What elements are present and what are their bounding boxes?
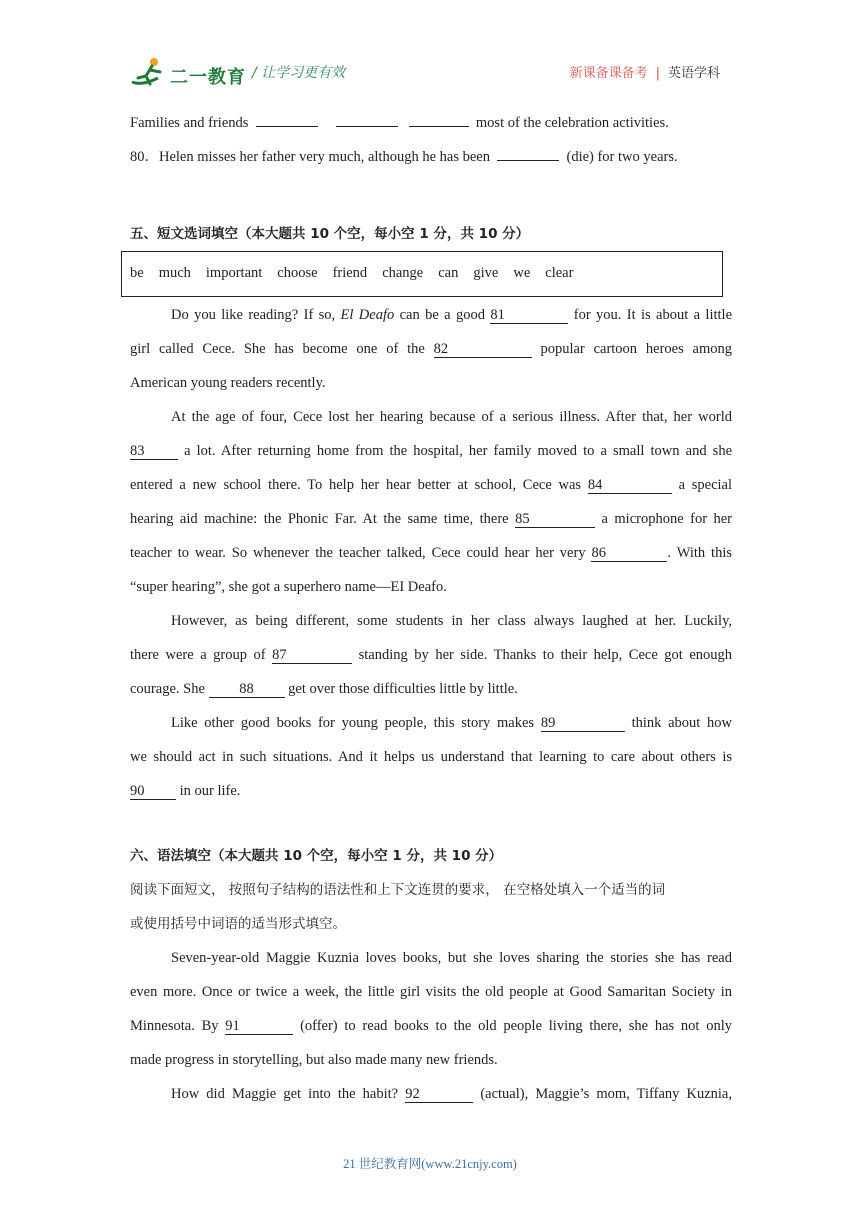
text: a special <box>678 477 733 493</box>
blank-84: 84 <box>588 477 672 494</box>
text: there were a group of <box>130 647 266 663</box>
answer-blank <box>256 112 318 127</box>
text: can be a good <box>399 307 485 323</box>
instruction-line: 阅读下面短文， 按照句子结构的语法性和上下文连贯的要求， 在空格处填入一个适当的词 <box>130 882 666 898</box>
header-category: 新课备课备考 <box>569 66 648 81</box>
book-title: El Deafo <box>340 307 395 323</box>
header-right <box>570 62 720 81</box>
answer-blank <box>409 112 469 127</box>
question-80-line <box>130 146 732 167</box>
text: a lot. After returning home from the hospital, her family moved to a small town and she <box>184 443 733 459</box>
paragraph-line <box>130 781 732 801</box>
paragraph-line <box>130 645 732 665</box>
word-list <box>130 265 588 282</box>
paragraph-line <box>130 339 732 359</box>
answer-blank <box>497 146 559 161</box>
text: think about how <box>631 715 733 731</box>
word-bank-item: can <box>438 265 459 281</box>
blank-88: 88 <box>209 681 285 698</box>
page-header <box>128 54 728 94</box>
blank-90: 90 <box>130 783 176 800</box>
paragraph-line <box>130 441 732 461</box>
section-5-title: 五、短文选词填空（本大题共 10 个空，每小空 1 分，共 10 分） <box>130 226 530 242</box>
header-subject: 英语学科 <box>667 66 720 81</box>
word-bank-item: change <box>382 265 424 281</box>
word-bank-item: we <box>513 265 531 281</box>
text: a microphone for her <box>601 511 732 527</box>
paragraph-line <box>171 713 732 733</box>
paragraph-line: However, as being different, some students in her class always laughed at her. Luckily, <box>171 613 732 629</box>
text: (offer) to read books to the old people living there, she has not only <box>300 1018 733 1034</box>
paragraph-line: made progress in storytelling, but also made many new friends. <box>130 1052 498 1068</box>
text: entered a new school there. To help her hear better at school, Cece was <box>130 477 582 493</box>
blank-83: 83 <box>130 443 178 460</box>
text: popular cartoon heroes among <box>540 341 733 357</box>
section-6-title: 六、语法填空（本大题共 10 个空，每小空 1 分，共 10 分） <box>130 848 503 864</box>
header-separator: | <box>655 66 660 81</box>
blank-89: 89 <box>541 715 625 732</box>
paragraph-line: “super hearing”, she got a superhero name—EI Deafo. <box>130 579 447 595</box>
paragraph-line: even more. Once or twice a week, the little girl visits the old people at Good Samaritan Society in <box>130 984 732 1000</box>
paragraph-line <box>130 475 732 495</box>
paragraph-line <box>171 305 732 325</box>
paragraph-line: At the age of four, Cece lost her hearing because of a serious illness. After that, her world <box>171 409 732 425</box>
paragraph-line: Seven-year-old Maggie Kuznia loves books, but she loves sharing the stories she has read <box>171 950 732 966</box>
text: . With this <box>667 545 732 561</box>
paragraph-line: American young readers recently. <box>130 375 326 391</box>
paragraph-line <box>171 1084 732 1104</box>
paragraph-line: we should act in such situations. And it helps us understand that learning to care about others is <box>130 749 732 765</box>
answer-blank <box>336 112 398 127</box>
blank-85: 85 <box>515 511 595 528</box>
text: Like other good books for young people, this story makes <box>171 715 535 731</box>
text: in our life. <box>179 783 241 799</box>
text: get over those difficulties little by little. <box>288 681 518 697</box>
text: most of the celebration activities. <box>475 115 669 131</box>
runner-logo-icon <box>128 56 172 90</box>
text: How did Maggie get into the habit? <box>171 1086 399 1102</box>
word-bank-item: much <box>158 265 191 281</box>
text: (actual), Maggie’s mom, Tiffany Kuznia, <box>480 1086 732 1102</box>
word-bank-item: be <box>130 265 144 281</box>
page-footer: 21 世纪教育网(www.21cnjy.com) <box>343 1157 517 1171</box>
text: Minnesota. By <box>130 1018 219 1034</box>
blank-81: 81 <box>490 307 568 324</box>
blank-86: 86 <box>591 545 667 562</box>
word-bank-item: important <box>205 265 263 281</box>
text: girl called Cece. She has become one of the <box>130 341 425 357</box>
paragraph-line <box>130 509 732 529</box>
blank-92: 92 <box>405 1086 473 1103</box>
text: 80．Helen misses her father very much, although he has been <box>130 149 490 165</box>
text: Families and friends <box>130 115 249 131</box>
text: teacher to wear. So whenever the teacher talked, Cece could hear her very <box>130 545 586 561</box>
word-bank <box>121 251 723 297</box>
paragraph-line <box>130 1016 732 1036</box>
word-bank-item: give <box>473 265 499 281</box>
text: (die) for two years. <box>566 149 678 165</box>
logo-text: 二一教育 <box>170 67 246 88</box>
blank-82: 82 <box>434 341 532 358</box>
text: hearing aid machine: the Phonic Far. At the same time, there <box>130 511 509 527</box>
slogan: / 让学习更有效 <box>252 65 346 81</box>
paragraph-line <box>130 543 732 563</box>
blank-91: 91 <box>225 1018 293 1035</box>
text: courage. She <box>130 681 205 697</box>
word-bank-item: choose <box>277 265 318 281</box>
text: standing by her side. Thanks to their help, Cece got enough <box>358 647 733 663</box>
word-bank-item: clear <box>545 265 574 281</box>
paragraph-line <box>130 679 732 699</box>
blank-87: 87 <box>272 647 352 664</box>
question-79-line <box>130 112 732 133</box>
text: Do you like reading? If so, <box>171 307 336 323</box>
instruction-line: 或使用括号中词语的适当形式填空。 <box>130 916 346 932</box>
word-bank-item: friend <box>332 265 368 281</box>
text: for you. It is about a little <box>573 307 733 323</box>
